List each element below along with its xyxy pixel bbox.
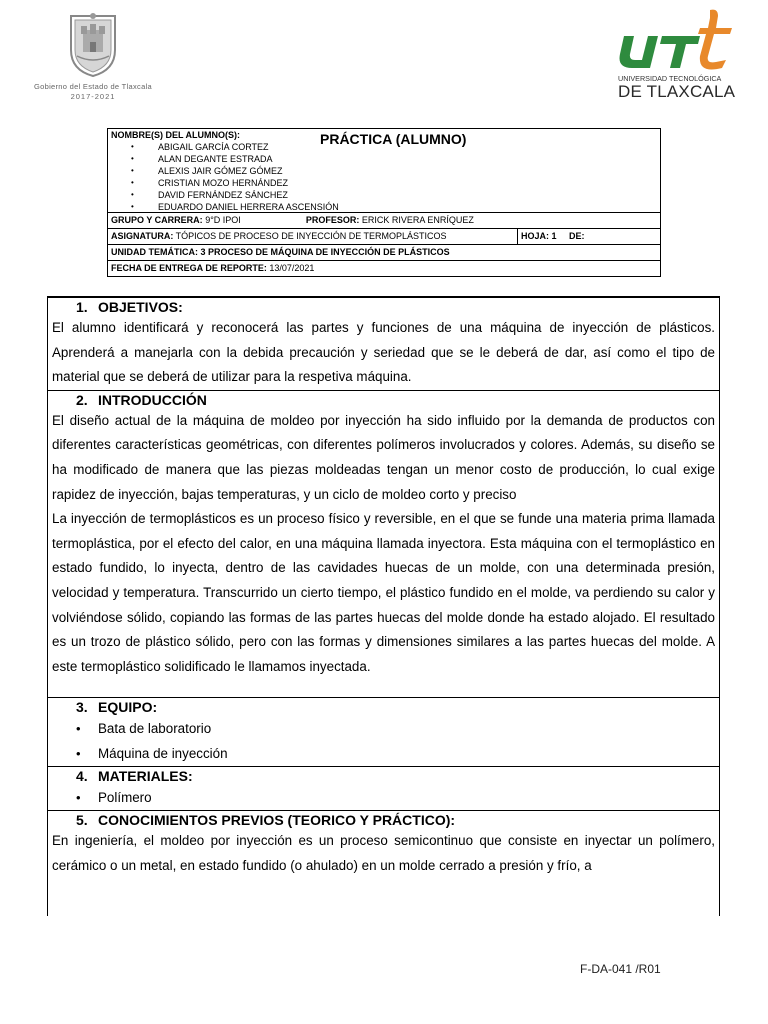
list-item: • Polímero [48,785,719,810]
list-item: • Bata de laboratorio [48,716,719,741]
of-label: DE: [569,231,585,241]
conocimientos-text: En ingeniería, el moldeo por inyección es un proceso semicontinuo que consiste en inyectar un polímero, cerámico o un metal, en estado fundido (o ahulado) en un molde cerrado a presión y frío, a [52,833,715,873]
university-name-line2: DE TLAXCALA [618,82,736,101]
group-label: GRUPO Y CARRERA: [111,215,203,225]
coat-of-arms-icon [63,12,123,78]
student-name: • DAVID FERNÁNDEZ SÁNCHEZ [131,189,657,201]
section-title: 4. MATERIALES: [76,768,193,785]
unit-row: UNIDAD TEMÁTICA: 3 PROCESO DE MÁQUINA DE INYECCIÓN DE PLÁSTICOS [108,244,660,260]
government-years: 2017-2021 [70,92,116,101]
student-name: • ALAN DEGANTE ESTRADA [131,153,657,165]
section-materiales [48,766,719,810]
section-conocimientos [48,810,719,878]
sheet-label: HOJA: 1 [521,231,557,241]
subject-row [108,228,660,244]
equipo-list [48,716,719,766]
university-name-line1: UNIVERSIDAD TECNOLÓGICA [618,74,722,83]
teacher-value: ERICK RIVERA ENRÍQUEZ [361,215,474,225]
student-name: • EDUARDO DANIEL HERRERA ASCENSIÓN [131,201,657,213]
form-code: F-DA-041 /R01 [580,962,661,976]
practice-title: PRÁCTICA (ALUMNO) [320,131,467,147]
university-logo [618,8,742,100]
student-name: • ALEXIS JAIR GÓMEZ GÓMEZ [131,165,657,177]
section-title: 5. CONOCIMIENTOS PREVIOS (TEORICO Y PRÁCTICO): [76,812,456,829]
objetivos-text: El alumno identificará y reconocerá las partes y funciones de una máquina de inyección de plásticos. Aprenderá a manejarla con la debida precaución y seriedad que se le deberá de dar, así como el tipo de material que se deberá de utilizar para la respetiva máquina. [52,320,715,385]
introduccion-paragraph-2: La inyección de termoplásticos es un proceso físico y reversible, en el que se funde una materia prima llamada termoplástica, por el efecto del calor, en una máquina llamada inyectora. Esta máquina con el termoplástico en estado fundido, lo inyecta, dentro de las cavidades huecas de un molde, con una determinada presión, velocidad y temperatura. Transcurrido un cierto tiempo, el plástico fundido en el molde, va perdiendo su calor y volviéndose sólido, copiando las formas de las partes huecas del molde donde ha estado alojado. El resultado es un trozo de plástico sólido, pero con las formas y dimensiones similares a las partes huecas del molde. A este termoplástico solidificado le llamamos inyectada. [52,511,715,674]
subject-value: TÓPICOS DE PROCESO DE INYECCIÓN DE TERMOPLÁSTICOS [175,231,447,241]
introduccion-paragraph-1: El diseño actual de la máquina de moldeo por inyección ha sido influido por la demanda de productos con diferentes características geométricas, con diferentes polímeros involucrados y colores. Además, su diseño se ha modificado de manera que las piezas moldeadas tengan un menor costo de producción, lo cual exige rapidez de inyección, bajas temperaturas, y un ciclo de moldeo corto y preciso [52,412,715,502]
practice-info-table [107,128,661,277]
list-item: • Máquina de inyección [48,741,719,766]
students-row [108,129,660,212]
section-objetivos [48,298,719,390]
government-logo [18,12,168,101]
group-value: 9°D IPOI [205,215,241,225]
student-name: • CRISTIAN MOZO HERNÁNDEZ [131,177,657,189]
report-content [47,296,720,916]
teacher-label: PROFESOR: [305,215,360,225]
date-row [108,260,660,276]
materiales-list [48,785,719,810]
student-name: • ABIGAIL GARCÍA CORTEZ [131,141,657,153]
section-equipo [48,697,719,766]
section-title: 3. EQUIPO: [76,699,158,716]
date-value: 13/07/2021 [269,263,315,273]
section-title: 2. INTRODUCCIÓN [76,391,207,408]
students-label: NOMBRE(S) DEL ALUMNO(S): [111,130,240,140]
subject-label: ASIGNATURA: [111,231,174,241]
utt-logo-icon [618,8,736,72]
student-list [131,141,657,213]
date-label: FECHA DE ENTREGA DE REPORTE: [111,263,267,273]
section-title: 1. OBJETIVOS: [76,299,183,315]
government-name: Gobierno del Estado de Tlaxcala [34,82,152,91]
group-teacher-row [108,212,660,228]
section-introduccion [48,390,719,698]
